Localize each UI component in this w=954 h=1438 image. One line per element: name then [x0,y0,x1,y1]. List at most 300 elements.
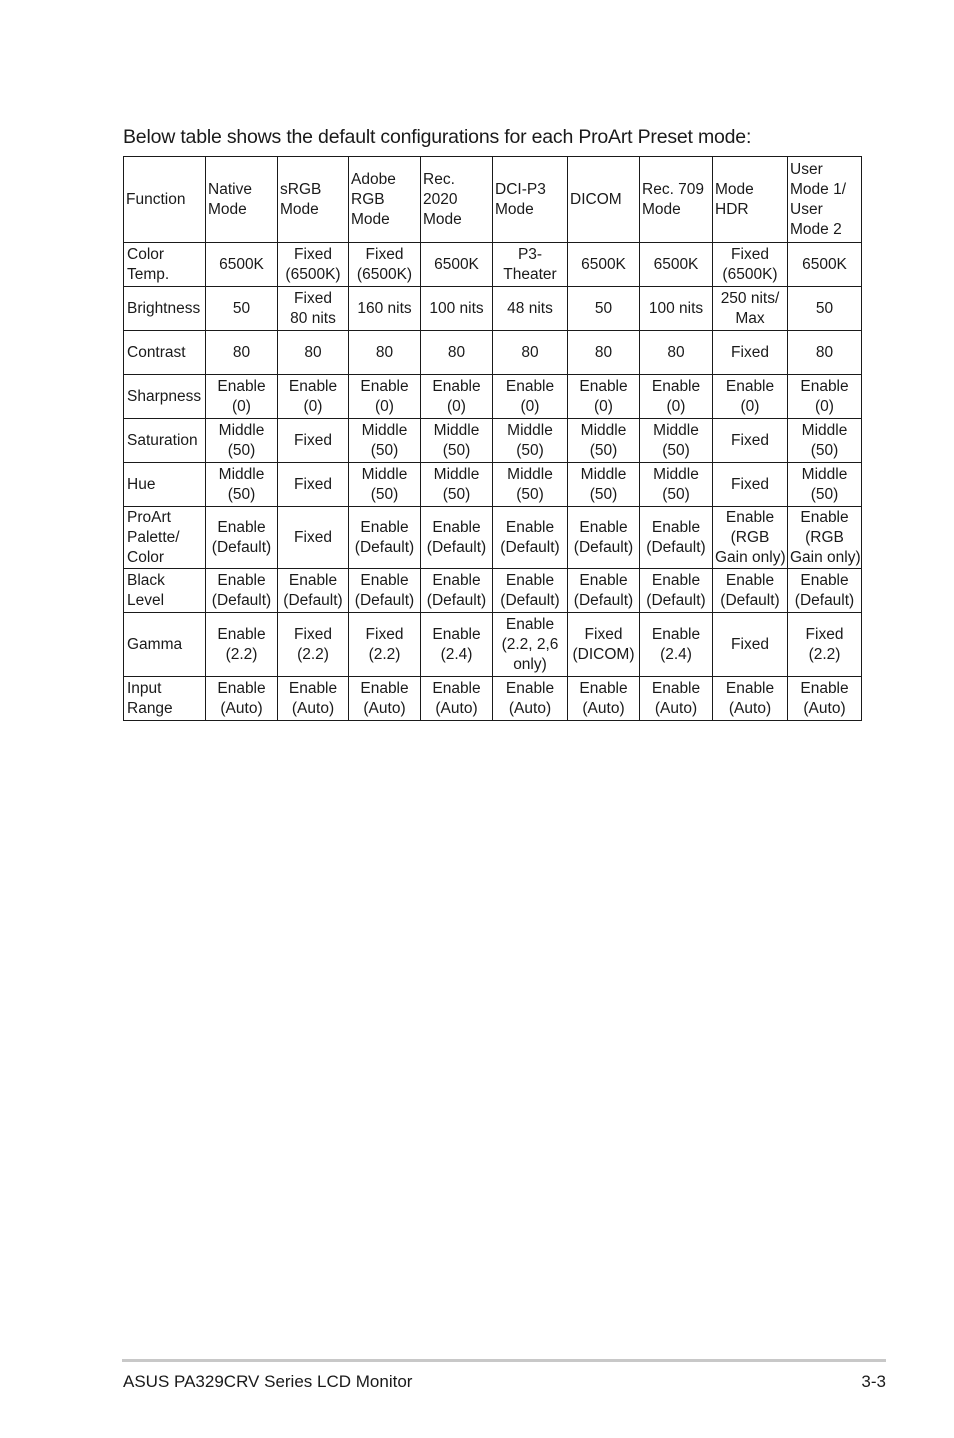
table-cell [278,287,349,331]
cell-text: Middle [801,465,848,483]
table-cell [788,463,862,507]
cell-text: Mode [423,210,462,228]
table-cell [713,569,788,613]
cell-text: Enable [579,518,628,536]
cell-text: 80 nits [290,309,336,327]
table-cell [278,331,349,375]
cell-text: Fixed [294,625,332,643]
cell-text: (50) [810,485,839,503]
cell-text: Enable [217,518,266,536]
row-header [124,677,206,721]
table-cell [206,613,278,677]
cell-text: (0) [375,397,394,415]
cell-text: 6500K [581,255,626,273]
row-header [124,375,206,419]
cell-text: (50) [662,441,690,459]
intro-text: Below table shows the default configurations for each ProArt Preset mode: [123,126,752,148]
cell-text: Middle [433,465,480,483]
table-cell [278,569,349,613]
cell-text: 50 [232,299,251,317]
cell-text: (0) [594,397,613,415]
cell-text: Middle [653,421,699,439]
cell-text: Enable [505,377,555,395]
table-cell [640,507,713,569]
cell-text: Enable [432,518,481,536]
cell-text: Enable [288,679,338,697]
cell-text: (50) [442,441,471,459]
cell-text: Mode 2 [790,220,842,238]
cell-text: (6500K) [356,265,413,283]
cell-text: (RGB [730,528,770,546]
cell-text: (Default) [646,538,706,556]
table-row [124,243,862,287]
table-header-row [124,157,862,243]
table-cell [640,375,713,419]
table-cell [278,419,349,463]
table-cell [568,507,640,569]
cell-text: P3- [517,245,543,263]
cell-text: (0) [447,397,466,415]
cell-text: Enable [725,377,775,395]
cell-text: Enable [505,571,555,589]
table-cell [206,677,278,721]
cell-text: Saturation [127,431,198,449]
cell-text: (Default) [646,591,706,609]
cell-text: only) [513,655,547,673]
table-cell [421,331,493,375]
cell-text: 80 [594,343,613,361]
cell-text: Fixed [731,431,769,449]
cell-text: DICOM [570,190,622,208]
cell-text: (Auto) [803,699,846,717]
cell-text: (Default) [720,591,780,609]
cell-text: Middle [653,465,699,483]
row-header [124,419,206,463]
table-cell [206,243,278,287]
table-cell [349,463,421,507]
cell-text: Fixed [584,625,623,643]
table-cell [349,613,421,677]
table-cell [713,419,788,463]
cell-text: (6500K) [285,265,341,283]
cell-text: (Default) [426,538,487,556]
table-cell [640,243,713,287]
table-cell [206,569,278,613]
table-cell [640,331,713,375]
cell-text: Middle [361,421,408,439]
cell-text: Middle [507,465,553,483]
cell-text: (Default) [573,591,634,609]
cell-text: Fixed [365,625,404,643]
table-cell [788,613,862,677]
table-cell [493,287,568,331]
cell-text: (Auto) [508,699,552,717]
cell-text: Mode [208,200,247,218]
table-cell [788,507,862,569]
cell-text: Hue [127,475,156,493]
cell-text: Enable [432,679,481,697]
table-cell [640,613,713,677]
cell-text: Black [127,571,165,589]
cell-text: Mode [351,210,390,228]
cell-text: Fixed [805,625,844,643]
table-cell [568,419,640,463]
cell-text: Enable [579,377,628,395]
table-row [124,613,862,677]
cell-text: Input [127,679,162,697]
table-cell [713,287,788,331]
cell-text: User [790,200,823,218]
table-cell [788,375,862,419]
cell-text: Rec. 709 [642,180,705,198]
cell-text: Temp. [127,265,170,283]
cell-text: (Default) [794,591,855,609]
table-cell [640,287,713,331]
cell-text: Brightness [127,299,201,317]
cell-text: Mode [495,200,534,218]
cell-text: (0) [232,397,251,415]
cell-text: Level [127,591,165,609]
cell-text: ProArt [127,508,171,526]
cell-text: Enable [579,679,628,697]
cell-text: (0) [520,397,540,415]
cell-text: Enable [360,518,409,536]
table-cell [206,287,278,331]
cell-text: Gamma [127,635,183,653]
cell-text: (0) [303,397,323,415]
table-cell [421,507,493,569]
table-cell [278,243,349,287]
cell-text: Max [735,309,765,327]
table-cell [568,243,640,287]
cell-text: (50) [662,485,690,503]
cell-text: Enable [651,518,701,536]
row-header [124,569,206,613]
cell-text: (50) [589,441,618,459]
table-cell [788,331,862,375]
cell-text: (Default) [573,538,634,556]
cell-text: Enable [432,625,481,643]
table-cell [713,463,788,507]
table-cell [206,375,278,419]
cell-text: (50) [227,441,256,459]
cell-text: (0) [815,397,834,415]
cell-text: Function [126,190,186,208]
table-cell [421,613,493,677]
table-cell [568,375,640,419]
cell-text: (Auto) [435,699,478,717]
table-cell [568,331,640,375]
cell-text: (Default) [500,591,560,609]
table-cell [788,287,862,331]
table-cell [493,243,568,287]
cell-text: Fixed [731,343,769,361]
column-header [278,157,349,243]
table-cell [713,243,788,287]
cell-text: RGB [351,190,385,208]
cell-text: sRGB [280,180,322,198]
cell-text: (50) [370,441,399,459]
cell-text: 80 [667,343,685,361]
cell-text: Enable [360,571,409,589]
cell-text: Middle [580,465,627,483]
cell-text: 48 nits [507,299,553,317]
column-header [124,157,206,243]
cell-text: 80 [375,343,394,361]
table-cell [206,507,278,569]
cell-text: Fixed [294,475,332,493]
table-cell [713,613,788,677]
table-cell [640,419,713,463]
cell-text: Adobe [351,170,396,188]
cell-text: Theater [503,265,557,283]
row-header [124,507,206,569]
cell-text: Enable [725,571,775,589]
table-cell [568,613,640,677]
cell-text: 6500K [653,255,699,273]
table-cell [206,463,278,507]
cell-text: Fixed [294,245,332,263]
cell-text: Enable [360,377,409,395]
table-cell [421,677,493,721]
cell-text: Mode [642,200,681,218]
cell-text: Enable [217,571,266,589]
column-header [640,157,713,243]
cell-text: Mode [715,180,754,198]
cell-text: 6500K [802,255,847,273]
cell-text: (DICOM) [572,645,635,663]
table-cell [568,569,640,613]
cell-text: 2020 [423,190,458,208]
cell-text: (Default) [283,591,343,609]
cell-text: Middle [433,421,480,439]
table-cell [278,463,349,507]
table-cell [493,613,568,677]
column-header [206,157,278,243]
cell-text: (0) [740,397,760,415]
cell-text: Mode [280,200,319,218]
cell-text: Native [208,180,252,198]
table-cell [206,331,278,375]
table-cell [640,569,713,613]
cell-text: Enable [800,679,849,697]
cell-text: Palette/ [127,528,180,546]
table-cell [278,677,349,721]
cell-text: (Default) [211,538,272,556]
cell-text: Fixed [365,245,404,263]
table-cell [421,243,493,287]
table-cell [349,507,421,569]
table-row [124,463,862,507]
row-header [124,463,206,507]
table-cell [278,613,349,677]
cell-text: Rec. [423,170,455,188]
cell-text: (2.2) [297,645,329,663]
cell-text: Enable [288,377,338,395]
cell-text: Enable [505,615,555,633]
table-cell [493,331,568,375]
cell-text: Fixed [294,431,332,449]
table-cell [493,419,568,463]
cell-text: Enable [651,679,701,697]
cell-text: Enable [217,679,266,697]
cell-text: Fixed [731,635,769,653]
row-header [124,613,206,677]
cell-text: (50) [227,485,256,503]
table-cell [278,507,349,569]
table-cell [640,463,713,507]
cell-text: 80 [304,343,322,361]
cell-text: Middle [361,465,408,483]
table-cell [788,243,862,287]
cell-text: Enable [725,679,775,697]
cell-text: HDR [715,200,749,218]
table-cell [349,331,421,375]
cell-text: (2.2) [808,645,841,663]
table-cell [493,677,568,721]
column-header [493,157,568,243]
table-cell [349,243,421,287]
column-header [568,157,640,243]
table-cell [788,569,862,613]
cell-text: Enable [217,625,266,643]
table-cell [713,331,788,375]
table-cell [349,287,421,331]
cell-text: Enable [651,377,701,395]
cell-text: (6500K) [722,265,778,283]
cell-text: (50) [516,485,544,503]
cell-text: (Default) [354,591,415,609]
cell-text: Gain only) [790,548,861,566]
cell-text: Middle [580,421,627,439]
cell-text: (2.4) [660,645,692,663]
cell-text: (50) [370,485,399,503]
table-cell [493,507,568,569]
cell-text: Color [127,245,165,263]
cell-text: Enable [217,377,266,395]
cell-text: Enable [360,679,409,697]
cell-text: Enable [288,571,338,589]
table-cell [788,677,862,721]
cell-text: DCI-P3 [495,180,546,198]
cell-text: Fixed [731,245,769,263]
cell-text: (Default) [500,538,560,556]
row-header [124,331,206,375]
table-cell [493,375,568,419]
cell-text: Enable [432,571,481,589]
cell-text: Gain only) [715,548,786,566]
cell-text: 6500K [219,255,264,273]
cell-text: (Auto) [220,699,263,717]
cell-text: Enable [505,518,555,536]
cell-text: Enable [725,508,775,526]
cell-text: (50) [589,485,618,503]
cell-text: Mode 1/ [790,180,847,198]
table-cell [421,463,493,507]
table-cell [788,419,862,463]
cell-text: (2.4) [440,645,473,663]
cell-text: Enable [579,571,628,589]
table-row [124,419,862,463]
footer-divider [122,1359,886,1362]
table-cell [568,287,640,331]
cell-text: 6500K [434,255,479,273]
row-header [124,287,206,331]
cell-text: 250 nits/ [720,289,780,307]
table-cell [568,463,640,507]
table-cell [349,375,421,419]
cell-text: (50) [516,441,544,459]
cell-text: Middle [801,421,848,439]
cell-text: 80 [815,343,834,361]
table-cell [713,375,788,419]
page-number: 3-3 [861,1372,886,1391]
cell-text: 50 [594,299,613,317]
cell-text: Enable [800,377,849,395]
cell-text: (2.2, 2,6 [501,635,559,653]
table-cell [493,463,568,507]
cell-text: (RGB [805,528,844,546]
cell-text: 160 nits [357,299,412,317]
table-row [124,507,862,569]
cell-text: (Default) [354,538,415,556]
column-header [788,157,862,243]
cell-text: 80 [521,343,539,361]
table-row [124,677,862,721]
cell-text: (2.2) [368,645,401,663]
table-cell [713,677,788,721]
preset-config-table [123,156,862,721]
table-cell [349,569,421,613]
table-cell [640,677,713,721]
table-cell [278,375,349,419]
cell-text: Contrast [127,343,186,361]
cell-text: (Default) [426,591,487,609]
cell-text: Enable [651,625,701,643]
table-cell [568,677,640,721]
cell-text: Color [127,548,165,566]
cell-text: Enable [432,377,481,395]
table-cell [421,375,493,419]
cell-text: (Auto) [654,699,698,717]
table-cell [421,569,493,613]
cell-text: 80 [232,343,251,361]
cell-text: (2.2) [225,645,258,663]
cell-text: Middle [218,421,265,439]
cell-text: (Auto) [363,699,406,717]
cell-text: Middle [507,421,553,439]
table-cell [349,677,421,721]
table-cell [206,419,278,463]
cell-text: Enable [505,679,555,697]
column-header [349,157,421,243]
table-cell [713,507,788,569]
cell-text: Enable [800,508,849,526]
cell-text: (Default) [211,591,272,609]
cell-text: 100 nits [429,299,484,317]
cell-text: 80 [447,343,466,361]
table-cell [349,419,421,463]
cell-text: Fixed [294,289,332,307]
cell-text: (0) [666,397,686,415]
footer-title: ASUS PA329CRV Series LCD Monitor [123,1372,413,1391]
cell-text: User [790,160,823,178]
cell-text: 50 [815,299,834,317]
cell-text: Sharpness [127,387,202,405]
column-header [421,157,493,243]
cell-text: Range [127,699,173,717]
cell-text: Fixed [731,475,769,493]
